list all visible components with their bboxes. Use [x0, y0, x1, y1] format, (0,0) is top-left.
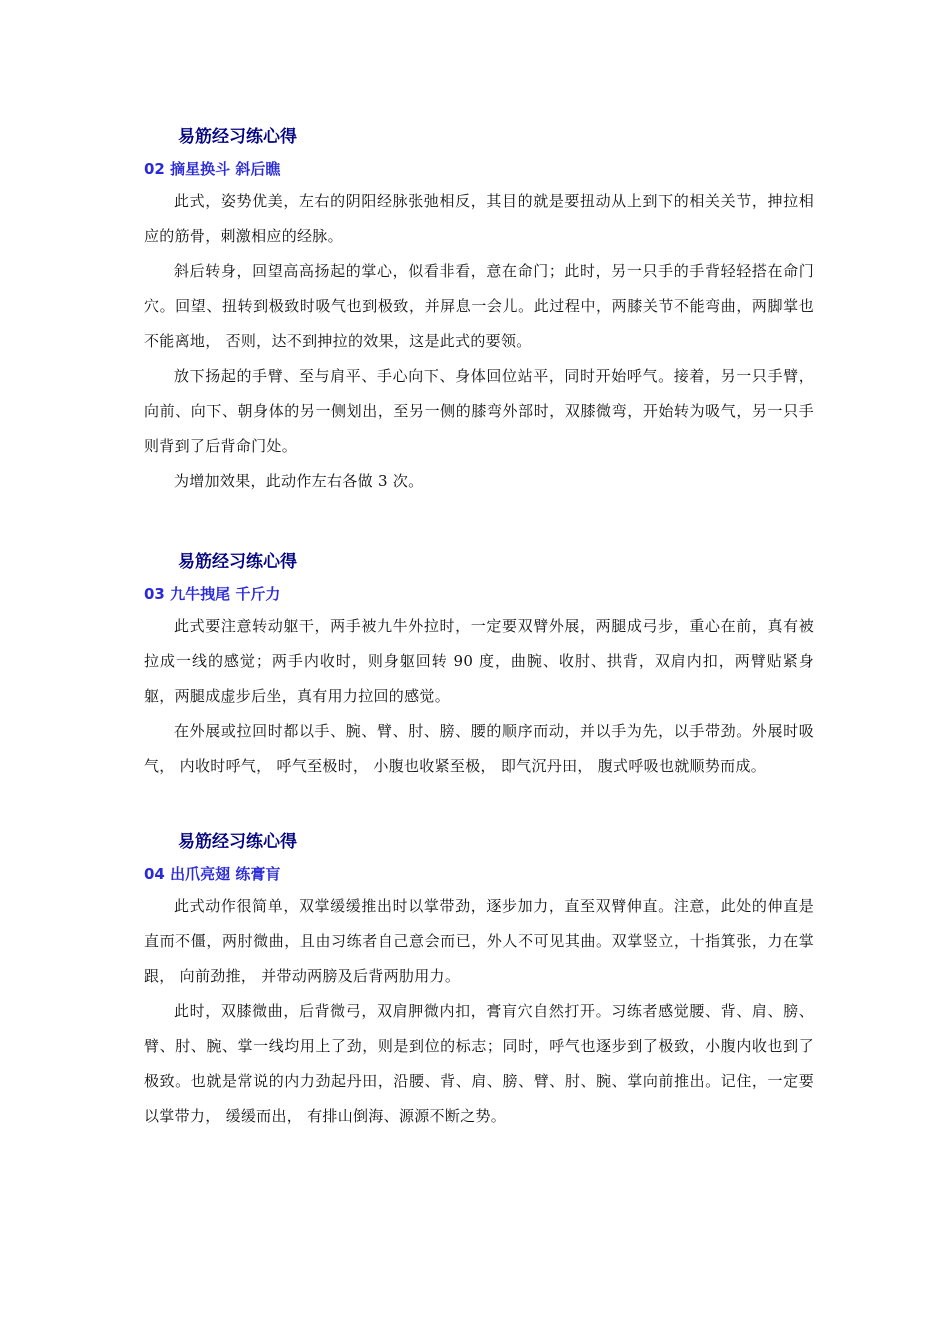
section-subtitle: 03 九牛拽尾 千斤力	[144, 585, 281, 603]
paragraph: 此时，双膝微曲，后背微弓，双肩胛微内扣，膏肓穴自然打开。习练者感觉腰、背、肩、膀、臂、肘、腕、掌一线均用上了劲，则是到位的标志；同时，呼气也逐步到了极致，小腹内收也到了极致。也就是常说的内力劲起丹田，沿腰、背、肩、膀、臂、肘、腕、掌向前推出。记住，一定要以掌带力， 缓缓而出， 有排山倒海、源源不断之势。	[144, 1002, 814, 1125]
paragraph: 斜后转身，回望高高扬起的掌心，似看非看，意在命门；此时，另一只手的手背轻轻搭在命门穴。回望、扭转到极致时吸气也到极致，并屏息一会儿。此过程中，两膝关节不能弯曲，两脚掌也不能离地， 否则，达不到抻拉的效果，这是此式的要领。	[144, 262, 814, 350]
section-subtitle: 04 出爪亮翅 练膏肓	[144, 865, 281, 883]
paragraph: 此式动作很简单，双掌缓缓推出时以掌带劲，逐步加力，直至双臂伸直。注意，此处的伸直是直而不僵，两肘微曲，且由习练者自己意会而已，外人不可见其曲。双掌竖立，十指箕张，力在掌跟， 向前劲推， 并带动两膀及后背两肋用力。	[144, 897, 814, 985]
paragraph: 此式，姿势优美，左右的阴阳经脉张弛相反，其目的就是要扭动从上到下的相关关节，抻拉相应的筋骨，刺激相应的经脉。	[144, 192, 814, 245]
paragraph: 此式要注意转动躯干，两手被九牛外拉时，一定要双臂外展，两腿成弓步，重心在前，真有被拉成一线的感觉；两手内收时，则身躯回转 90 度，曲腕、收肘、拱背，双肩内扣，两臂贴紧身躯，两腿成虚步后坐，真有用力拉回的感觉。	[144, 617, 814, 705]
section-subtitle: 02 摘星换斗 斜后瞧	[144, 160, 281, 178]
section-02	[144, 122, 814, 499]
section-04	[144, 827, 814, 1134]
section-03	[144, 547, 814, 784]
paragraph: 放下扬起的手臂、至与肩平、手心向下、身体回位站平，同时开始呼气。接着，另一只手臂，向前、向下、朝身体的另一侧划出，至另一侧的膝弯外部时，双膝微弯，开始转为吸气，另一只手则背到了后背命门处。	[144, 367, 814, 455]
section-title: 易筋经习练心得	[178, 127, 297, 147]
paragraph: 在外展或拉回时都以手、腕、臂、肘、膀、腰的顺序而动，并以手为先，以手带劲。外展时吸气， 内收时呼气， 呼气至极时， 小腹也收紧至极， 即气沉丹田， 腹式呼吸也就顺势而成。	[144, 722, 814, 775]
section-title: 易筋经习练心得	[178, 552, 297, 572]
section-title: 易筋经习练心得	[178, 832, 297, 852]
paragraph: 为增加效果，此动作左右各做 3 次。	[174, 472, 424, 490]
